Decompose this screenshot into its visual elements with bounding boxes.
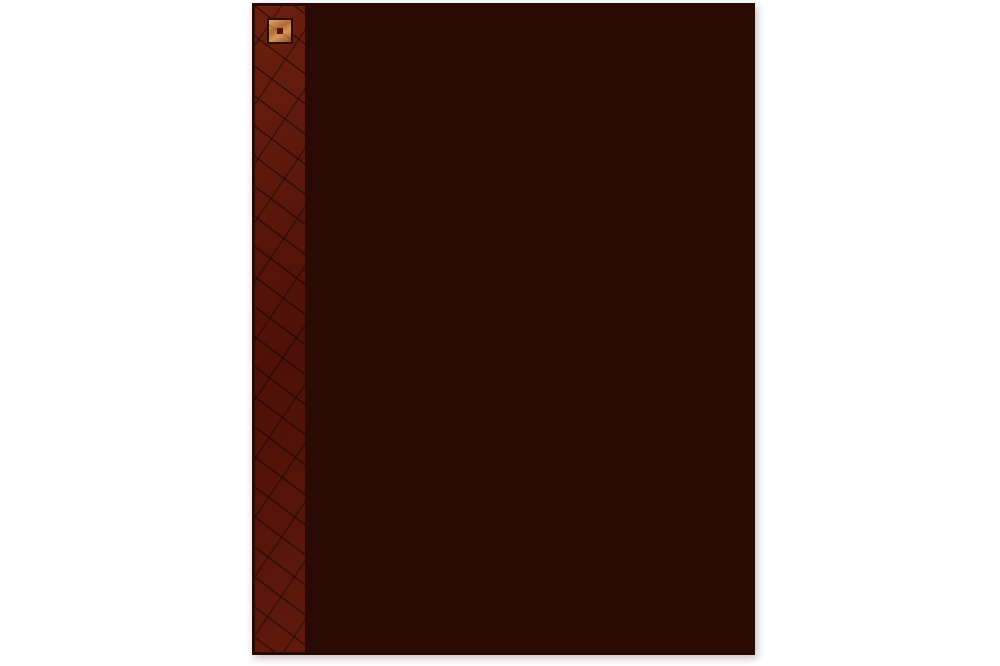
- frame-dark-line: [267, 18, 784, 384]
- picture-frame: [252, 3, 784, 655]
- frame-copper-band: [269, 20, 784, 384]
- frame-outer-band: [252, 3, 784, 655]
- frame-crackle-band: [255, 6, 784, 652]
- frame-inner-line: MA 河南远大新型板材有限公司 4101840088387 河南远大新型板材有限公司 河南建院建筑材料检测有限公司: [277, 28, 283, 34]
